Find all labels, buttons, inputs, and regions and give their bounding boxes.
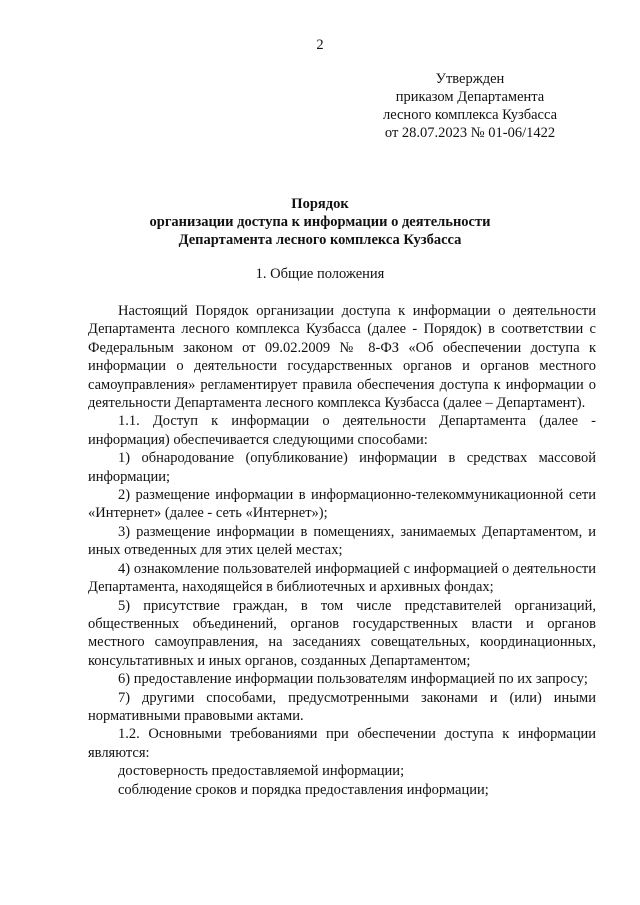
page-number: 2 bbox=[316, 37, 324, 53]
list-item: соблюдение сроков и порядка предоставления информации; bbox=[118, 781, 489, 798]
list-item: 7) другими способами, предусмотренными законами и (или) иными нормативными правовыми актами. bbox=[88, 689, 596, 724]
title-line: организации доступа к информации о деятельности bbox=[149, 214, 491, 230]
list-item: 1) обнародование (опубликование) информации в средствах массовой информации; bbox=[88, 450, 596, 485]
document-body bbox=[88, 302, 596, 799]
approval-line: приказом Департамента bbox=[395, 89, 545, 105]
approval-line: лесного комплекса Кузбасса bbox=[382, 107, 558, 123]
list-item: 6) предоставление информации пользователям информацией по их запросу; bbox=[118, 671, 588, 688]
document-title bbox=[0, 195, 640, 249]
section-heading: 1. Общие положения bbox=[255, 266, 385, 282]
paragraph: 1.1. Доступ к информации о деятельности Департамента (далее - информация) обеспечивается следующими способами: bbox=[88, 413, 596, 448]
list-item: 2) размещение информации в информационно-телекоммуникационной сети «Интернет» (далее - сеть «Интернет»); bbox=[88, 487, 596, 522]
list-item: 3) размещение информации в помещениях, занимаемых Департаментом, и иных отведенных для этих целей местах; bbox=[88, 523, 596, 559]
approval-block bbox=[370, 70, 570, 142]
paragraph: Настоящий Порядок организации доступа к информации о деятельности Департамента лесного комплекса Кузбасса (далее - Порядок) в соответствии с Федеральным законом от 09.02.2009 № 8-ФЗ «Об обеспечении доступа к информации о деятельности государственных органов и органов местного самоуправления» регламентирует правила обеспечения доступа к информации о деятельности Департамента лесного комплекса Кузбасса (далее – Департамент). bbox=[88, 303, 596, 412]
list-item: достоверность предоставляемой информации; bbox=[118, 763, 405, 780]
list-item: 5) присутствие граждан, в том числе представителей организаций, общественных объединений, органов государственных власти и органов местного самоуправления, на заседаниях совещательных, координационных, консультативных и иных органов, созданных Департаментом; bbox=[88, 597, 596, 669]
title-line: Порядок bbox=[291, 196, 349, 212]
list-item: 4) ознакомление пользователей информацией с информацией о деятельности Департамента, находящейся в библиотечных и архивных фондах; bbox=[88, 560, 596, 596]
paragraph: 1.2. Основными требованиями при обеспечении доступа к информации являются: bbox=[88, 726, 596, 761]
title-line: Департамента лесного комплекса Кузбасса bbox=[178, 232, 462, 248]
approval-line: Утвержден bbox=[435, 71, 505, 87]
approval-line: от 28.07.2023 № 01-06/1422 bbox=[384, 125, 556, 141]
